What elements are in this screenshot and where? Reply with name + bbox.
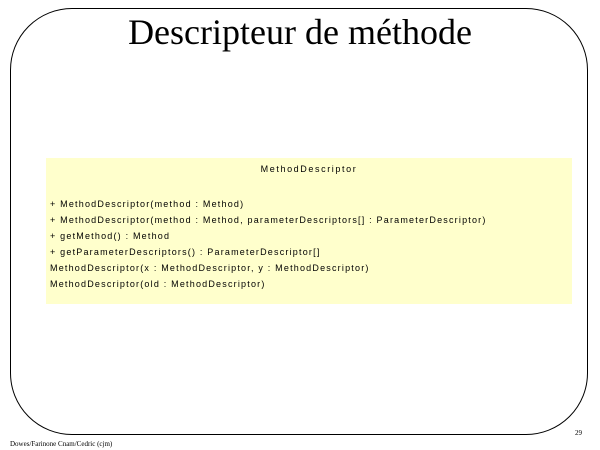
page-number: 29	[575, 429, 582, 437]
footer-credit: Dowes/Farinone Cnam/Cedric (cjm)	[10, 440, 113, 448]
slide-title: Descripteur de méthode	[128, 12, 472, 52]
uml-method-row: + getMethod() : Method	[50, 231, 171, 241]
uml-class-box	[46, 158, 572, 304]
uml-method-row: + MethodDescriptor(method : Method, parameterDescriptors[] : ParameterDescriptor)	[50, 215, 487, 225]
uml-method-row: + getParameterDescriptors() : ParameterDescriptor[]	[50, 247, 321, 257]
uml-method-row: MethodDescriptor(x : MethodDescriptor, y : MethodDescriptor)	[50, 263, 370, 273]
uml-class-name: MethodDescriptor	[260, 164, 358, 174]
uml-method-row: + MethodDescriptor(method : Method)	[50, 199, 245, 209]
uml-method-row: MethodDescriptor(old : MethodDescriptor)	[50, 279, 266, 289]
